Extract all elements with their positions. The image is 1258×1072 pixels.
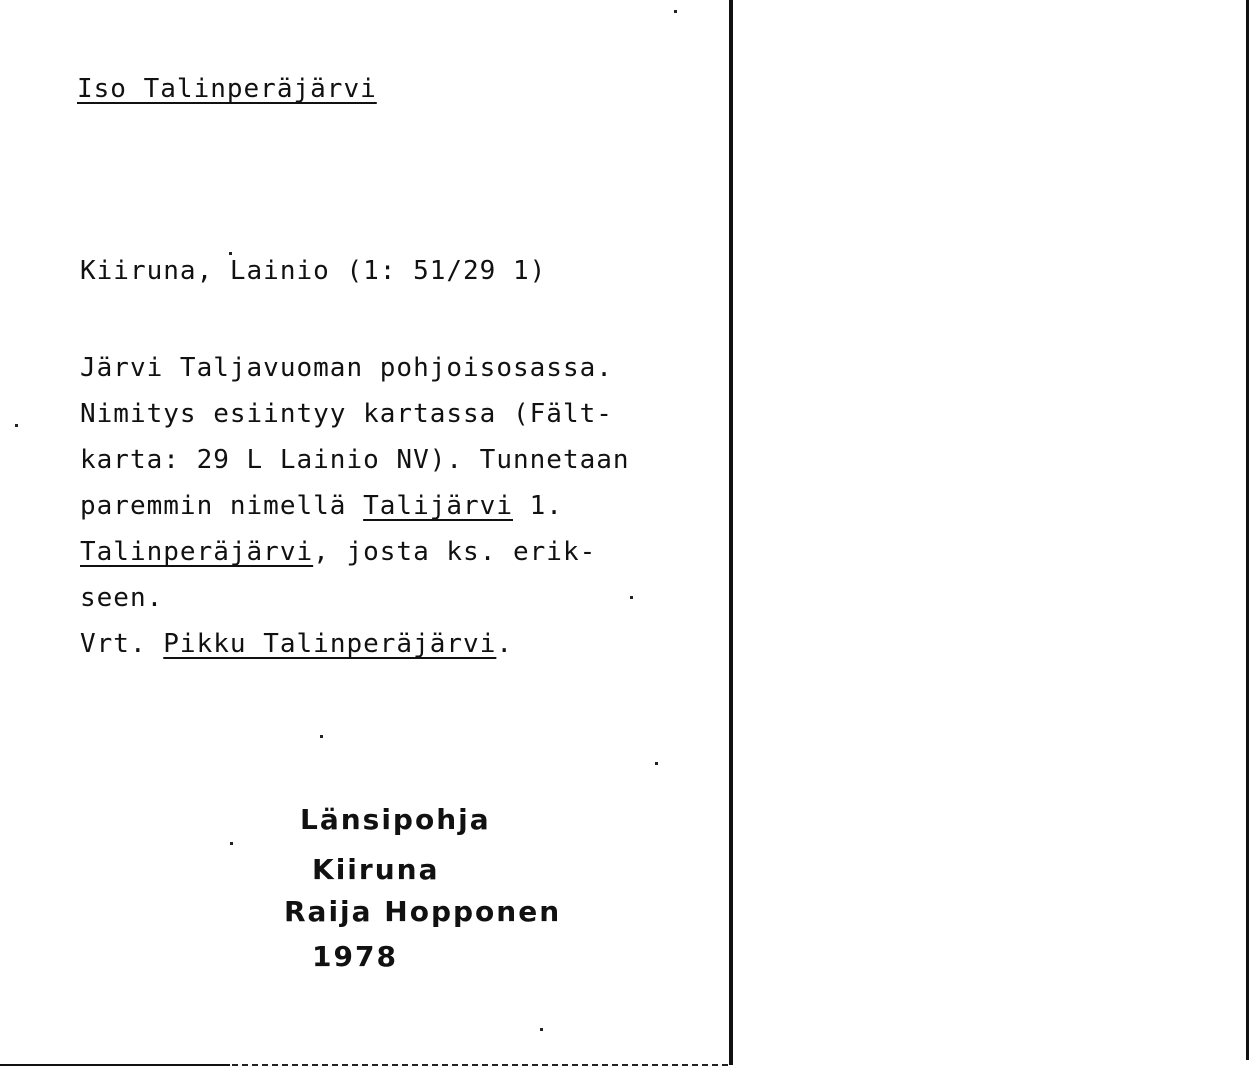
card-divider-line (729, 0, 733, 1065)
cross-reference-talijarvi: Talijärvi (363, 491, 513, 521)
cross-reference-talinperajarvi: Talinperäjärvi (80, 537, 314, 567)
description-line: Nimitys esiintyy kartassa (Fält- (80, 399, 613, 429)
scan-speck (540, 1028, 543, 1031)
location-reference: Kiiruna, Lainio (1: 51/29 1) (80, 256, 547, 286)
description-text-segment: 1. (513, 491, 563, 521)
scan-speck (674, 10, 677, 13)
bottom-edge-line (0, 1064, 230, 1066)
cross-reference-pikku-talinperajarvi: Pikku Talinperäjärvi (163, 629, 497, 659)
description-line: karta: 29 L Lainio NV). Tunnetaan (80, 445, 630, 475)
description-text-segment: . (496, 629, 514, 659)
right-edge-line (1246, 0, 1249, 1060)
description-text (80, 350, 630, 672)
stamp-author: Raija Hopponen (284, 895, 562, 928)
scan-speck (655, 762, 658, 765)
scan-speck (320, 735, 323, 738)
description-text-segment: paremmin nimellä (80, 491, 364, 521)
stamp-town: Kiiruna (312, 853, 440, 886)
stamp-year: 1978 (312, 940, 398, 973)
description-line (80, 534, 630, 580)
description-line (80, 488, 630, 534)
scan-speck (229, 252, 232, 255)
description-line: seen. (80, 583, 164, 613)
card-title: Iso Talinperäjärvi (77, 74, 377, 104)
scan-speck (630, 596, 633, 599)
description-line (80, 626, 630, 672)
bottom-edge-dashed-line (232, 1064, 728, 1068)
stamp-region: Länsipohja (300, 803, 491, 836)
description-text-segment: , josta ks. erik- (313, 537, 597, 567)
description-text-segment: Vrt. (80, 629, 164, 659)
scan-speck (15, 424, 18, 427)
description-line: Järvi Taljavuoman pohjoisosassa. (80, 353, 613, 383)
scan-speck (230, 842, 233, 845)
